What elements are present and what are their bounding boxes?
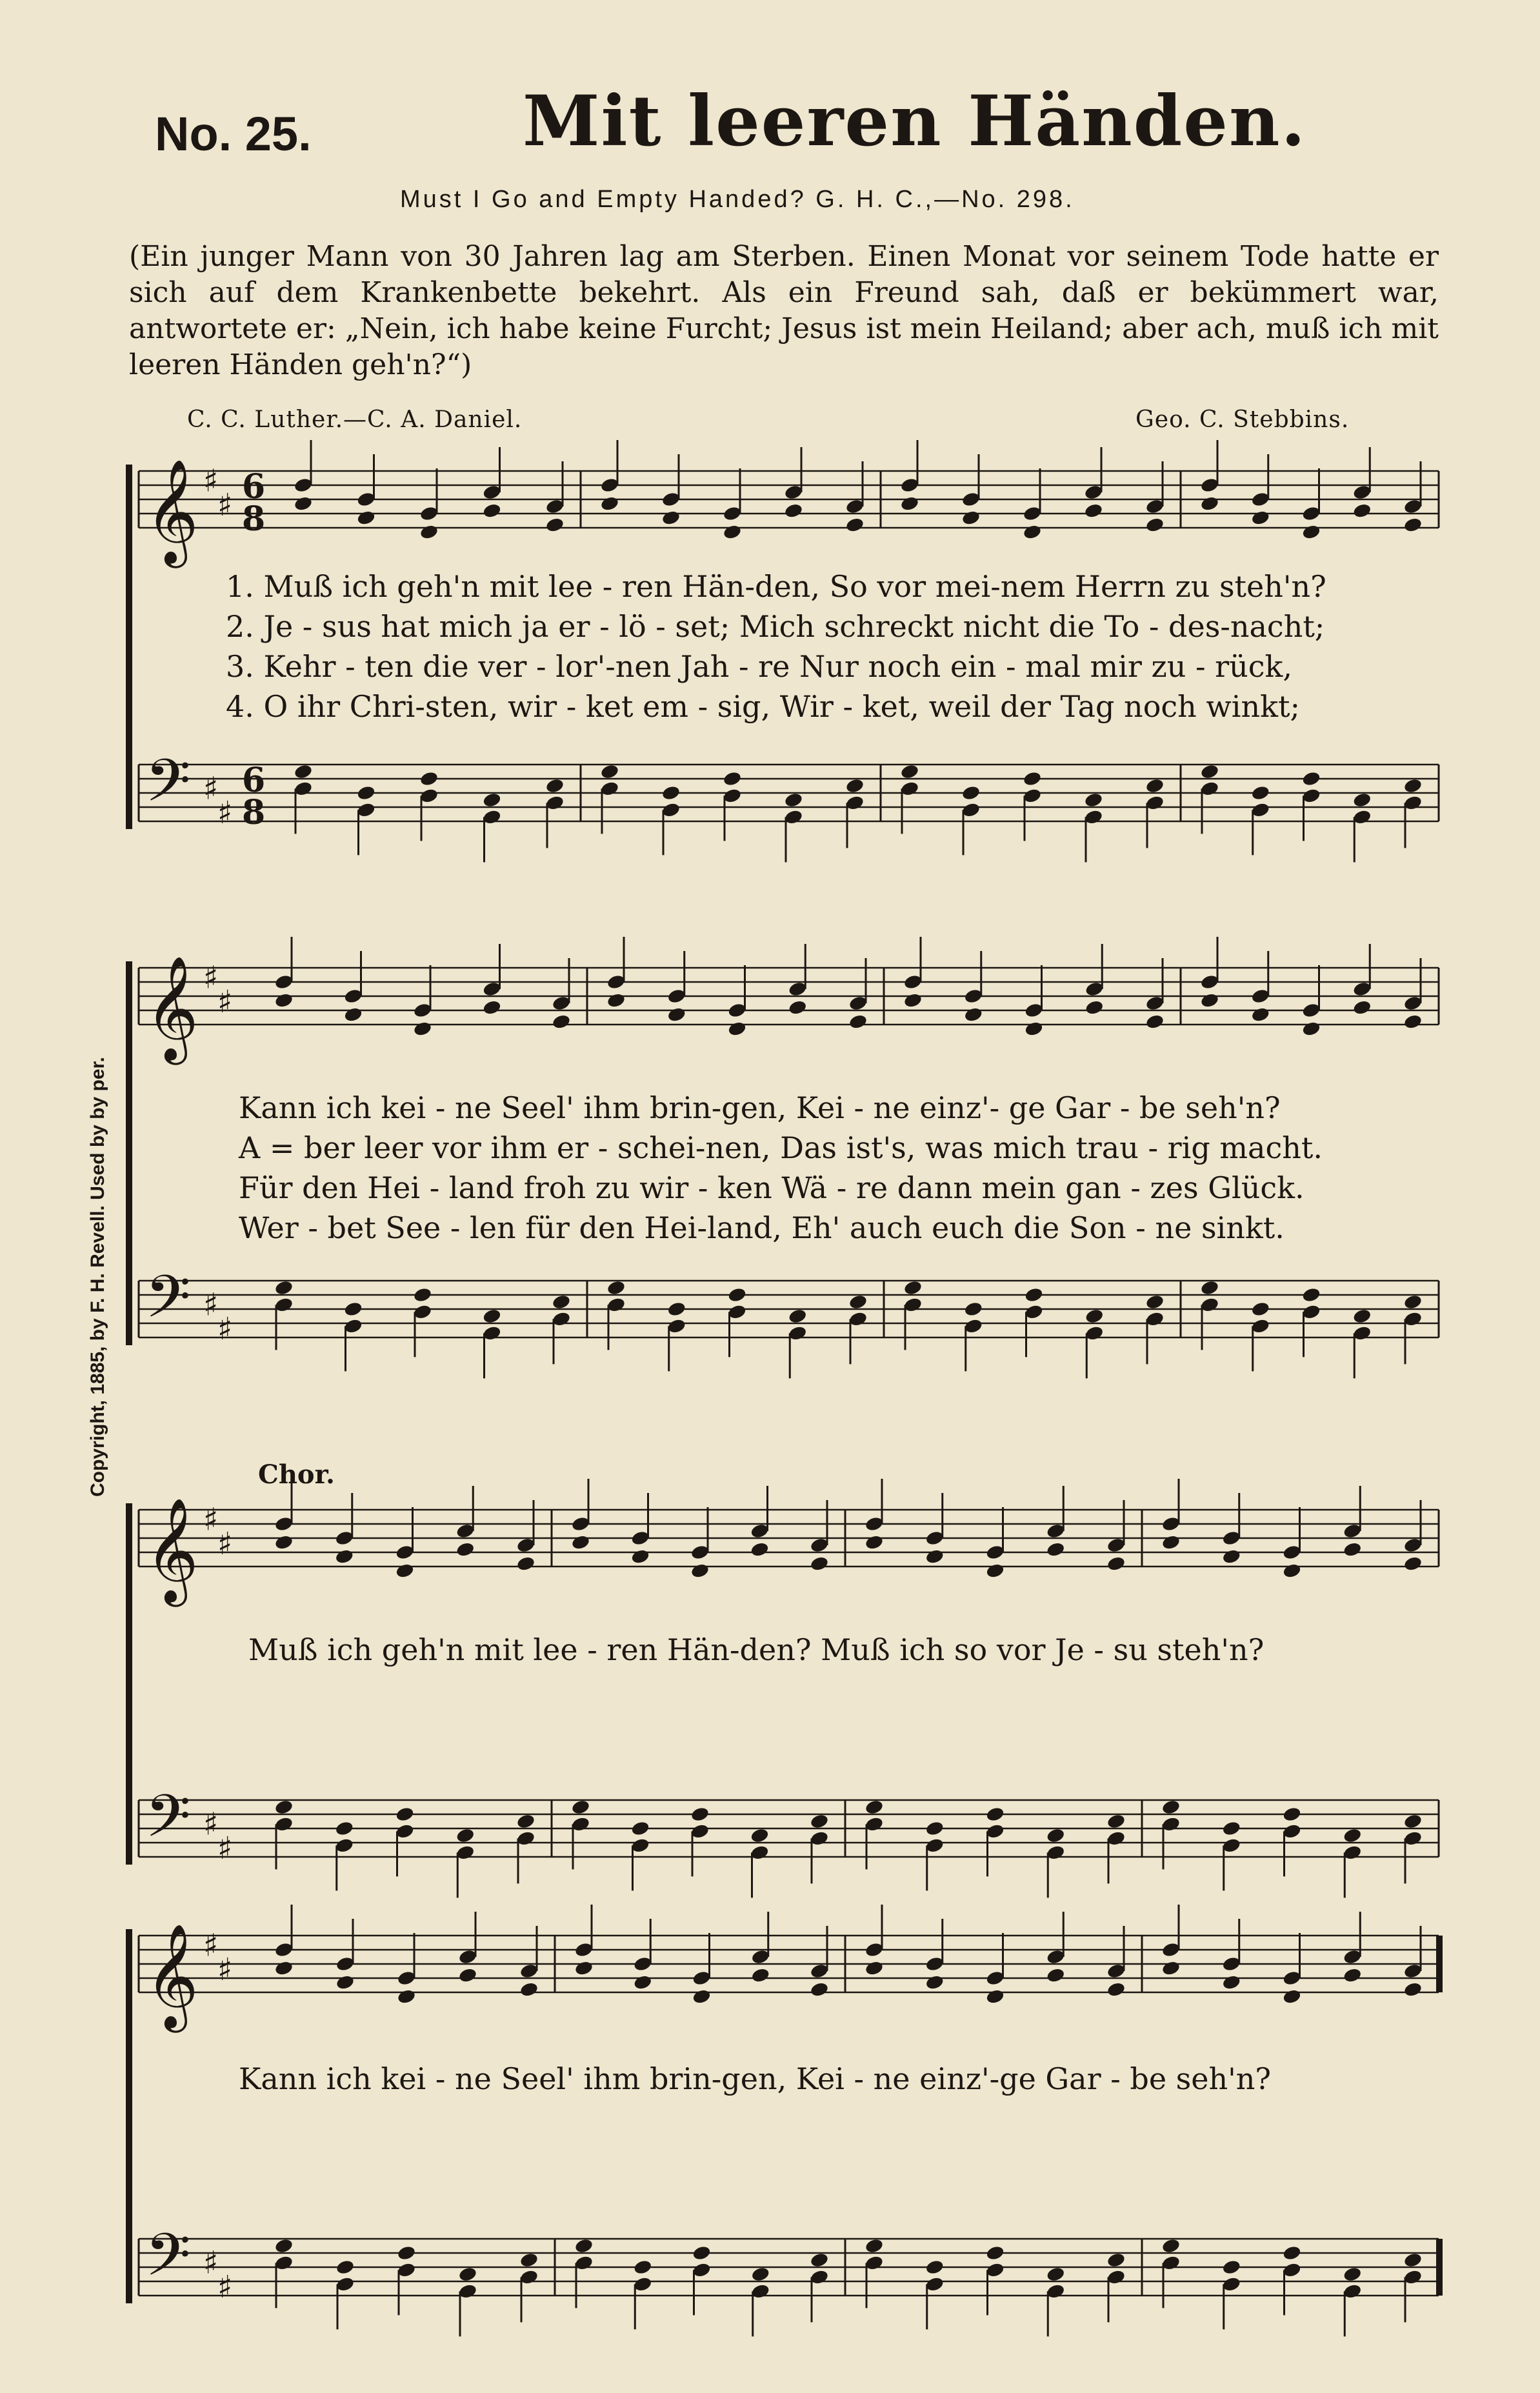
note-head: [633, 2259, 653, 2276]
sharp-icon: ♯: [217, 984, 233, 1020]
note-head: [482, 792, 502, 808]
note-head: [848, 1014, 868, 1030]
note-head: [1352, 503, 1372, 519]
note-head: [723, 770, 743, 787]
sharp-icon: ♯: [203, 1806, 219, 1843]
note-head: [274, 2238, 294, 2254]
note-head: [961, 510, 981, 526]
final-barline: [1436, 1936, 1443, 1992]
note-head: [1343, 2266, 1363, 2283]
note-head: [1301, 524, 1321, 541]
note-head: [356, 510, 376, 526]
english-title: Must I Go and Empty Handed? G. H. C.,—No. 298.: [400, 186, 1075, 213]
sharp-icon: ♯: [217, 1311, 233, 1347]
note-head: [903, 992, 923, 1009]
note-head: [925, 1548, 945, 1565]
sharp-icon: ♯: [203, 463, 219, 499]
note-head: [274, 1960, 294, 1977]
system-bracket: [126, 1929, 132, 2303]
note-head: [1352, 792, 1372, 808]
note-head: [845, 777, 865, 794]
note-head: [571, 1534, 591, 1551]
verse-3-line-1: 3. Kehr - ten die ver - lor'-nen Jah - re Nur noch ein - mal mir zu - rück,: [226, 649, 1293, 684]
note-head: [784, 792, 804, 808]
note-head: [574, 2238, 594, 2254]
note-head: [1023, 770, 1043, 787]
note-head: [1161, 1534, 1181, 1551]
note-head: [397, 1988, 417, 2005]
note-head: [397, 2245, 417, 2261]
note-head: [727, 1021, 747, 1037]
note-head: [519, 1981, 539, 1998]
note-head: [900, 496, 920, 512]
note-head: [1221, 2259, 1241, 2276]
note-head: [810, 2252, 830, 2268]
treble-clef-icon: 𝄞: [145, 956, 199, 1061]
note-head: [985, 1988, 1005, 2005]
note-head: [848, 1294, 868, 1310]
note-head: [784, 503, 804, 519]
note-head: [1145, 517, 1165, 534]
note-head: [274, 1279, 294, 1296]
note-head: [1352, 999, 1372, 1016]
time-signature-digit: 8: [242, 499, 266, 539]
note-head: [1085, 1308, 1105, 1325]
note-head: [1250, 510, 1270, 526]
note-head: [1046, 1827, 1066, 1844]
note-head: [1200, 496, 1220, 512]
note-head: [571, 1799, 591, 1816]
note-head: [1403, 2252, 1423, 2268]
note-head: [1282, 2245, 1302, 2261]
note-head: [1145, 1294, 1165, 1310]
treble-clef-icon: 𝄞: [145, 459, 199, 564]
bass-clef-icon: 𝄢: [145, 1782, 191, 1865]
note-head: [1221, 1820, 1241, 1837]
note-head: [1343, 1967, 1363, 1984]
sharp-icon: ♯: [203, 959, 219, 996]
note-head: [810, 1556, 830, 1572]
note-head: [1106, 1813, 1126, 1830]
note-head: [810, 1813, 830, 1830]
credit-music: Geo. C. Stebbins.: [1135, 406, 1350, 433]
note-head: [1200, 992, 1220, 1009]
note-head: [419, 524, 439, 541]
note-head: [1024, 1021, 1044, 1037]
sharp-icon: ♯: [217, 795, 233, 831]
note-head: [666, 1301, 686, 1317]
hymn-title: Mit leeren Händen.: [523, 81, 1307, 162]
note-head: [1352, 1308, 1372, 1325]
note-head: [961, 785, 981, 801]
sharp-icon: ♯: [203, 770, 219, 807]
note-head: [1301, 770, 1321, 787]
note-head: [1024, 1287, 1044, 1303]
time-signature-digit: 6: [242, 761, 266, 800]
sharp-icon: ♯: [217, 2269, 233, 2305]
sharp-icon: ♯: [203, 1501, 219, 1538]
note-head: [985, 1806, 1005, 1823]
note-head: [925, 1820, 945, 1837]
note-head: [294, 763, 314, 780]
bass-clef-icon: 𝄢: [145, 2221, 191, 2303]
note-head: [274, 992, 294, 1009]
note-head: [865, 2238, 885, 2254]
bass-clef-icon: 𝄢: [145, 746, 191, 829]
note-head: [1301, 1021, 1321, 1037]
time-signature-digit: 6: [242, 467, 266, 506]
note-head: [1403, 1556, 1423, 1572]
copyright-notice: Copyright, 1885, by F. H. Revell. Used by by per.: [87, 1057, 108, 1497]
note-head: [545, 777, 565, 794]
note-head: [1301, 1287, 1321, 1303]
note-head: [516, 1556, 536, 1572]
note-head: [903, 1279, 923, 1296]
note-head: [545, 517, 565, 534]
note-head: [750, 1967, 770, 1984]
chorus-line-1: Muß ich geh'n mit lee - ren Hän-den? Muß ich so vor Je - su steh'n?: [248, 1632, 1265, 1667]
system-bracket: [126, 1503, 132, 1865]
sharp-icon: ♯: [217, 1526, 233, 1562]
note-head: [516, 1813, 536, 1830]
note-head: [1250, 1301, 1270, 1317]
note-head: [865, 1799, 885, 1816]
note-head: [482, 503, 502, 519]
note-head: [335, 1974, 355, 1991]
note-head: [865, 1534, 885, 1551]
credit-words: C. C. Luther.—C. A. Daniel.: [187, 406, 523, 433]
system-bracket: [126, 961, 132, 1345]
note-head: [723, 524, 743, 541]
treble-clef-icon: 𝄞: [145, 1923, 199, 2028]
note-head: [692, 1988, 712, 2005]
note-head: [788, 999, 808, 1016]
treble-clef-icon: 𝄞: [145, 1497, 199, 1603]
sharp-icon: ♯: [203, 2245, 219, 2281]
sharp-icon: ♯: [203, 1927, 219, 1964]
chorus-line-2: Kann ich kei - ne Seel' ihm brin-gen, Kei - ne einz'-ge Gar - be seh'n?: [239, 2061, 1272, 2096]
note-head: [1221, 1974, 1241, 1991]
note-head: [455, 1541, 475, 1558]
verse-1-line-2: Kann ich kei - ne Seel' ihm brin-gen, Kei - ne einz'- ge Gar - be seh'n?: [239, 1090, 1281, 1125]
note-head: [482, 1308, 502, 1325]
note-head: [1250, 1006, 1270, 1023]
note-head: [1084, 503, 1104, 519]
note-head: [750, 2266, 770, 2283]
note-head: [1084, 792, 1104, 808]
note-head: [1282, 1988, 1302, 2005]
note-head: [274, 1534, 294, 1551]
note-head: [552, 1014, 572, 1030]
verse-2-line-1: 2. Je - sus hat mich ja er - lö - set; Mich schreckt nicht die To - des-nacht;: [226, 609, 1325, 644]
verse-2-line-2: A = ber leer vor ihm er - schei-nen, Das ist's, was mich trau - rig macht.: [239, 1130, 1323, 1165]
note-head: [985, 1563, 1005, 1579]
note-head: [963, 1301, 983, 1317]
note-head: [661, 510, 681, 526]
note-head: [1221, 1548, 1241, 1565]
note-head: [845, 517, 865, 534]
note-head: [1085, 999, 1105, 1016]
note-head: [458, 1967, 478, 1984]
note-head: [1106, 1556, 1126, 1572]
note-head: [482, 999, 502, 1016]
verse-4-line-1: 4. O ihr Chri-sten, wir - ket em - sig, Wir - ket, weil der Tag noch winkt;: [226, 689, 1300, 724]
note-head: [630, 1820, 650, 1837]
note-head: [1145, 1014, 1165, 1030]
note-head: [413, 1021, 433, 1037]
note-head: [600, 763, 620, 780]
note-head: [925, 1974, 945, 1991]
note-head: [395, 1563, 415, 1579]
sharp-icon: ♯: [217, 487, 233, 523]
note-head: [1161, 1799, 1181, 1816]
sharp-icon: ♯: [217, 1830, 233, 1867]
note-head: [1403, 1294, 1423, 1310]
note-head: [810, 1981, 830, 1998]
note-head: [334, 1820, 354, 1837]
note-head: [1343, 1827, 1363, 1844]
sharp-icon: ♯: [217, 1952, 233, 1988]
time-signature-digit: 8: [242, 793, 266, 832]
note-head: [1161, 1960, 1181, 1977]
sharp-icon: ♯: [203, 1287, 219, 1323]
note-head: [1343, 1541, 1363, 1558]
note-head: [690, 1563, 710, 1579]
note-head: [343, 1301, 363, 1317]
verse-1-line-1: 1. Muß ich geh'n mit lee - ren Hän-den, So vor mei-nem Herrn zu steh'n?: [226, 569, 1326, 604]
note-head: [334, 1548, 354, 1565]
system-bracket: [126, 465, 132, 829]
note-head: [1403, 1981, 1423, 1998]
note-head: [274, 1799, 294, 1816]
note-head: [600, 496, 620, 512]
note-head: [1046, 1541, 1066, 1558]
note-head: [788, 1308, 808, 1325]
note-head: [552, 1294, 572, 1310]
note-head: [1200, 1279, 1220, 1296]
verse-4-line-2: Wer - bet See - len für den Hei-land, Eh' auch euch die Son - ne sinkt.: [239, 1210, 1285, 1245]
note-head: [666, 1006, 686, 1023]
note-head: [1106, 2252, 1126, 2268]
note-head: [294, 496, 314, 512]
note-head: [633, 1974, 653, 1991]
note-head: [1250, 785, 1270, 801]
note-head: [925, 2259, 945, 2276]
note-head: [692, 2245, 712, 2261]
note-head: [519, 2252, 539, 2268]
note-head: [343, 1006, 363, 1023]
note-head: [630, 1548, 650, 1565]
note-head: [1403, 1014, 1423, 1030]
note-head: [1200, 763, 1220, 780]
note-head: [356, 785, 376, 801]
note-head: [458, 2266, 478, 2283]
verse-3-line-2: Für den Hei - land froh zu wir - ken Wä - re dann mein gan - zes Glück.: [239, 1170, 1305, 1205]
hymn-number: No. 25.: [155, 107, 312, 161]
note-head: [395, 1806, 415, 1823]
note-head: [606, 992, 626, 1009]
note-head: [900, 763, 920, 780]
note-head: [455, 1827, 475, 1844]
bass-clef-icon: 𝄢: [145, 1263, 191, 1345]
note-head: [727, 1287, 747, 1303]
chorus-label: Chor.: [258, 1459, 335, 1490]
note-head: [1403, 777, 1423, 794]
note-head: [985, 2245, 1005, 2261]
note-head: [413, 1287, 433, 1303]
note-head: [865, 1960, 885, 1977]
note-head: [335, 2259, 355, 2276]
note-head: [1403, 1813, 1423, 1830]
note-head: [690, 1806, 710, 1823]
note-head: [1023, 524, 1043, 541]
note-head: [1106, 1981, 1126, 1998]
note-head: [1282, 1806, 1302, 1823]
note-head: [661, 785, 681, 801]
intro-text: (Ein junger Mann von 30 Jahren lag am Sterben. Einen Monat vor seinem Tode hatte er sich auf dem Krankenbette bekehrt. Als ein Freund sah, daß er bekümmert war, antwortete er: „Nein, ich habe keine Furcht; Jesus ist mein Heiland; aber ach, muß ich mit leeren Händen geh'n?“): [129, 240, 1439, 381]
note-head: [1046, 2266, 1066, 2283]
note-head: [606, 1279, 626, 1296]
note-head: [419, 770, 439, 787]
note-head: [1161, 2238, 1181, 2254]
note-head: [1403, 517, 1423, 534]
note-head: [750, 1541, 770, 1558]
final-barline: [1436, 2239, 1443, 2296]
note-head: [1145, 777, 1165, 794]
note-head: [963, 1006, 983, 1023]
note-head: [1282, 1563, 1302, 1579]
note-head: [574, 1960, 594, 1977]
note-head: [1046, 1967, 1066, 1984]
note-head: [750, 1827, 770, 1844]
